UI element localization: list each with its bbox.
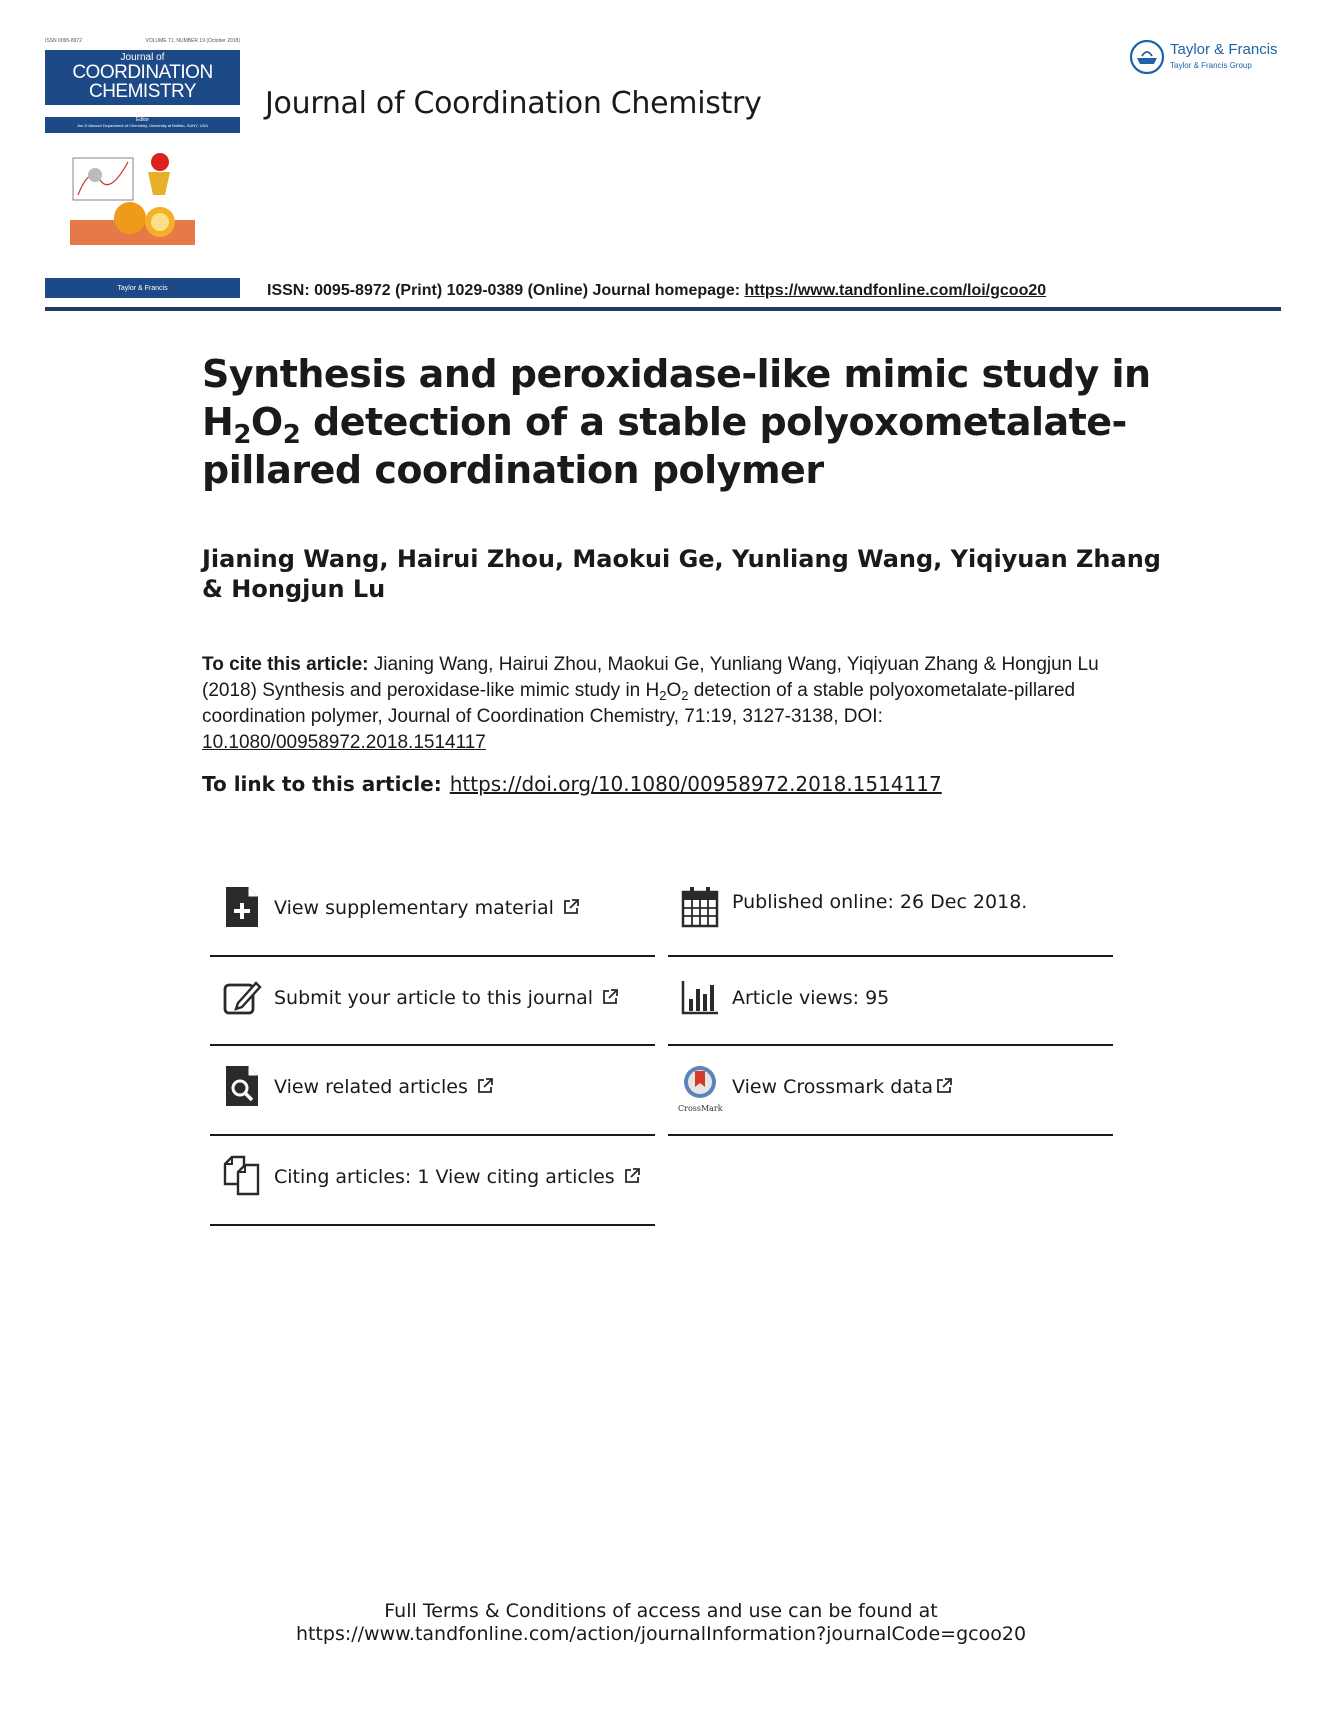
title-sub-1: 2 bbox=[233, 420, 251, 450]
view-crossmark-button[interactable] bbox=[668, 1044, 1113, 1134]
publisher-group: Taylor & Francis Group bbox=[1170, 61, 1252, 70]
cite-part-3: detection of a stable polyoxometalate-pillared coordination polymer, Journal of Coordination Chemistry, 71:19, 3127-3138, DOI: bbox=[202, 680, 1076, 727]
cover-editor-name: Jim D Atwood Department of Chemistry, University at Buffalo, SUNY, USA bbox=[77, 123, 208, 128]
external-link-icon bbox=[562, 898, 580, 916]
published-online-info bbox=[668, 865, 1113, 955]
file-plus-icon bbox=[222, 885, 262, 929]
view-related-label bbox=[274, 1076, 494, 1098]
published-online-label: Published online: 26 Dec 2018. bbox=[732, 891, 1028, 913]
external-link-icon bbox=[476, 1077, 494, 1095]
link-label: To link to this article: bbox=[202, 772, 442, 796]
cover-issn: ISSN 0095-8972 bbox=[45, 38, 82, 44]
issn-line bbox=[267, 282, 1046, 300]
taylor-francis-logo-icon bbox=[1128, 38, 1166, 76]
cite-sub-1: 2 bbox=[659, 688, 667, 703]
citing-articles-text: Citing articles: 1 View citing articles bbox=[274, 1166, 615, 1188]
cite-doi-link[interactable]: 10.1080/00958972.2018.1514117 bbox=[202, 732, 486, 753]
citing-articles-label bbox=[274, 1166, 641, 1188]
title-part-2: O bbox=[250, 400, 283, 444]
title-part-3: detection of a stable polyoxometalate-pillared coordination polymer bbox=[202, 400, 1127, 492]
cite-sub-2: 2 bbox=[681, 688, 689, 703]
cover-top-strip bbox=[45, 38, 240, 46]
citing-articles-button[interactable] bbox=[210, 1134, 655, 1224]
view-supplementary-button[interactable] bbox=[210, 865, 655, 955]
footer-terms-link[interactable]: https://www.tandfonline.com/action/journalInformation?journalCode=gcoo20 bbox=[295, 1623, 1027, 1645]
title-part-1: Synthesis and peroxidase-like mimic study in H bbox=[202, 352, 1151, 444]
view-supplementary-label bbox=[274, 897, 580, 919]
cover-editor-label: Editor bbox=[135, 117, 150, 123]
title-sub-2: 2 bbox=[282, 420, 301, 450]
crossmark-logo-text: CrossMark bbox=[678, 1104, 723, 1113]
publisher-name: Taylor & Francis bbox=[1170, 41, 1278, 58]
calendar-icon bbox=[680, 885, 720, 929]
citation-block bbox=[202, 652, 1102, 756]
article-title bbox=[202, 350, 1162, 494]
cite-label: To cite this article: bbox=[202, 654, 369, 675]
cover-illustration bbox=[70, 150, 220, 250]
external-link-icon bbox=[623, 1167, 641, 1185]
article-doi-link[interactable]: https://doi.org/10.1080/00958972.2018.1514117 bbox=[449, 772, 942, 796]
article-views-label: Article views: 95 bbox=[732, 987, 890, 1009]
view-crossmark-text: View Crossmark data bbox=[732, 1076, 934, 1098]
article-views-info bbox=[668, 955, 1113, 1045]
cover-chemistry: CHEMISTRY bbox=[88, 81, 197, 102]
view-supplementary-text: View supplementary material bbox=[274, 897, 554, 919]
submit-article-text: Submit your article to this journal bbox=[274, 987, 594, 1009]
copy-documents-icon bbox=[222, 1154, 262, 1198]
file-search-icon bbox=[222, 1064, 262, 1108]
external-link-icon bbox=[601, 988, 619, 1006]
header-rule bbox=[45, 307, 1281, 311]
cover-coordination: COORDINATION bbox=[72, 62, 213, 83]
divider bbox=[210, 1224, 655, 1226]
cite-part-2: O bbox=[666, 680, 682, 701]
crossmark-icon bbox=[680, 1064, 720, 1108]
cite-part-1: Jianing Wang, Hairui Zhou, Maokui Ge, Yunliang Wang, Yiqiyuan Zhang & Hongjun Lu (2018) Synthesis and peroxidase-like mimic study in H bbox=[202, 654, 1099, 701]
divider bbox=[668, 1134, 1113, 1136]
journal-homepage-link[interactable]: https://www.tandfonline.com/loi/gcoo20 bbox=[744, 282, 1047, 299]
submit-article-button[interactable] bbox=[210, 955, 655, 1045]
issn-text: ISSN: 0095-8972 (Print) 1029-0389 (Online) Journal homepage: bbox=[267, 282, 745, 299]
link-line bbox=[202, 772, 942, 796]
cover-publisher-text: Taylor & Francis bbox=[117, 284, 168, 292]
cover-volume: VOLUME 71, NUMBER 19 (October 2018) bbox=[145, 38, 240, 44]
footer-line-1: Full Terms & Conditions of access and use can be found at bbox=[384, 1600, 938, 1622]
view-crossmark-label bbox=[732, 1076, 953, 1098]
cover-publisher-band bbox=[45, 278, 240, 298]
journal-name: Journal of Coordination Chemistry bbox=[265, 86, 762, 121]
external-link-icon bbox=[935, 1077, 953, 1095]
cover-journal-of: Journal of bbox=[120, 52, 165, 63]
cover-editor-band bbox=[45, 117, 240, 133]
article-authors: Jianing Wang, Hairui Zhou, Maokui Ge, Yunliang Wang, Yiqiyuan Zhang & Hongjun Lu bbox=[202, 545, 1161, 603]
submit-article-label bbox=[274, 987, 619, 1009]
view-related-button[interactable] bbox=[210, 1044, 655, 1134]
edit-icon bbox=[222, 975, 262, 1019]
footer-terms bbox=[0, 1600, 1322, 1646]
bar-chart-icon bbox=[680, 975, 720, 1019]
view-related-text: View related articles bbox=[274, 1076, 468, 1098]
cover-title-band bbox=[45, 50, 240, 105]
